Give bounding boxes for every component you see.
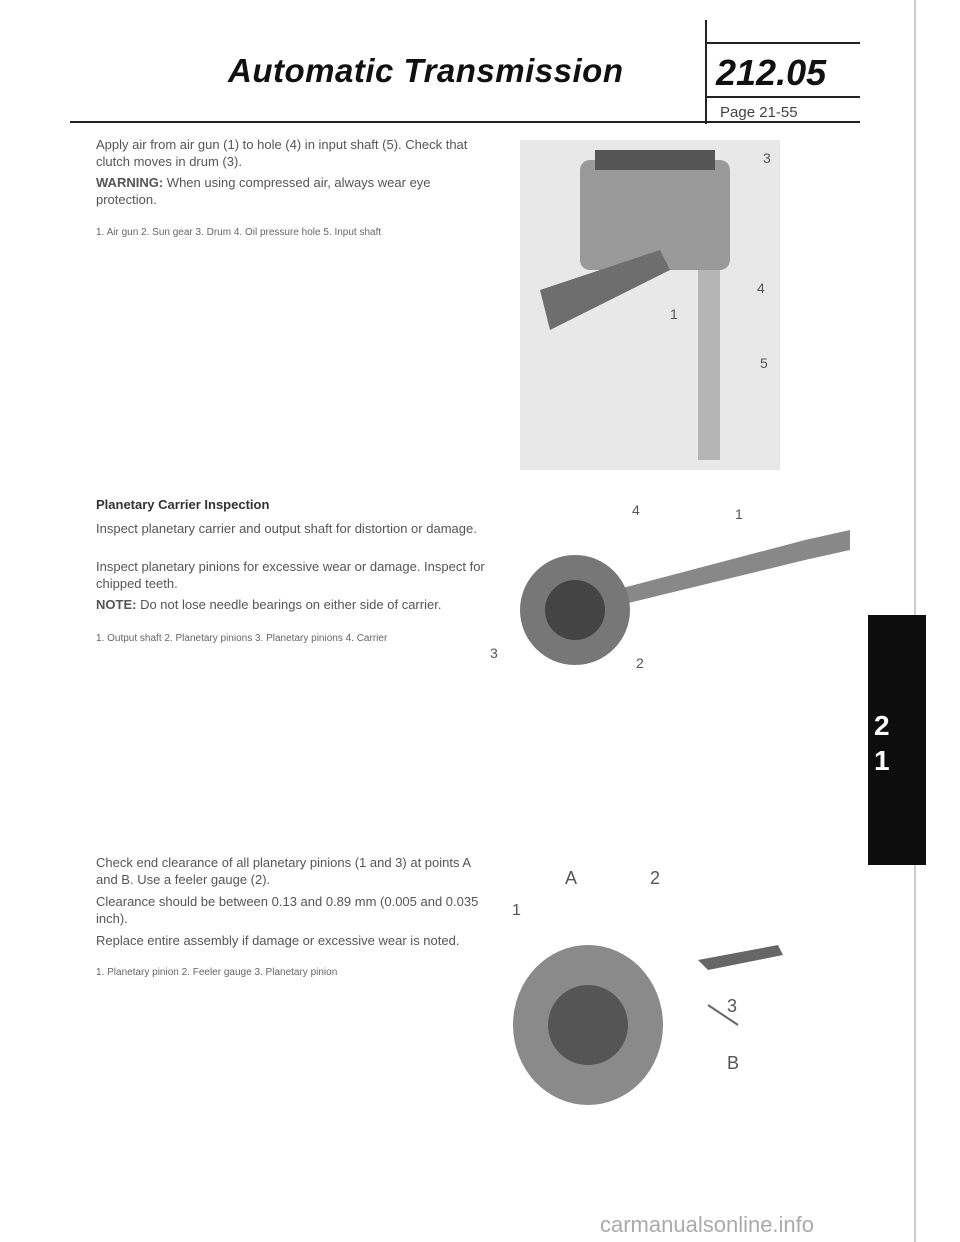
callout-2-s2: 2 — [636, 655, 644, 671]
callout-4-s1: 4 — [757, 280, 765, 296]
air-gun-illustration — [520, 140, 780, 470]
planetary-carrier-photo — [505, 510, 855, 670]
section3-para1: Check end clearance of all planetary pinions (1 and 3) at points A and B. Use a feeler gauge (2). — [96, 855, 471, 887]
note-label: NOTE: — [96, 597, 137, 612]
section2-para2: Inspect planetary pinions for excessive wear or damage. Inspect for chipped teeth. — [96, 559, 485, 591]
section1-body: Apply air from air gun (1) to hole (4) in input shaft (5). Check that clutch moves in drum (3). — [96, 137, 468, 169]
carrier-illustration — [505, 510, 855, 670]
callout-3-s1: 3 — [763, 150, 771, 166]
header-divider-vertical — [705, 20, 707, 124]
callout-1-s2: 1 — [735, 506, 743, 522]
header-rule-top — [705, 42, 860, 44]
feeler-gauge-illustration — [508, 905, 858, 1115]
callout-3-s3: 3 — [727, 996, 738, 1016]
callout-5-s1: 5 — [760, 355, 768, 371]
note-text: Do not lose needle bearings on either side of carrier. — [140, 597, 442, 612]
header-rule-mid — [705, 96, 860, 98]
section2-heading: Planetary Carrier Inspection — [96, 497, 270, 512]
footer-watermark: carmanualsonline.info — [600, 1212, 815, 1237]
section2-note — [96, 596, 486, 613]
header-rule-main — [70, 121, 860, 123]
chapter-tab-num1: 2 — [874, 710, 890, 741]
page-title: Automatic Transmission — [228, 52, 624, 89]
section1-warning — [96, 174, 486, 208]
section2-para1: Inspect planetary carrier and output shaft for distortion or damage. — [96, 521, 477, 536]
section3-caption: 1. Planetary pinion 2. Feeler gauge 3. Planetary pinion — [96, 967, 338, 978]
section-code: 212.05 — [716, 52, 827, 93]
callout-4-s2: 4 — [632, 502, 640, 518]
page-number: Page 21-55 — [720, 104, 798, 121]
callout-B-s3: B — [727, 1053, 740, 1073]
section1-caption: 1. Air gun 2. Sun gear 3. Drum 4. Oil pressure hole 5. Input shaft — [96, 227, 382, 238]
chapter-tab — [868, 615, 926, 865]
end-clearance-photo — [508, 905, 858, 1115]
section2-caption: 1. Output shaft 2. Planetary pinions 3. Planetary pinions 4. Carrier — [96, 633, 388, 644]
section3-para2: Clearance should be between 0.13 and 0.89 mm (0.005 and 0.035 inch). — [96, 894, 479, 926]
chapter-tab-num2: 1 — [874, 745, 890, 776]
callout-A-s3: A — [565, 868, 578, 888]
section3-para3: Replace entire assembly if damage or excessive wear is noted. — [96, 933, 460, 948]
warning-text: When using compressed air, always wear eye protection. — [96, 175, 431, 207]
callout-1-s1: 1 — [670, 306, 678, 322]
callout-2-s1: 2 — [650, 150, 658, 166]
callout-3-s2: 3 — [490, 645, 498, 661]
warning-label: WARNING: — [96, 175, 164, 190]
callout-2-s3: 2 — [650, 868, 661, 888]
callout-1-s3: 1 — [512, 902, 521, 919]
air-gun-photo — [520, 140, 780, 470]
